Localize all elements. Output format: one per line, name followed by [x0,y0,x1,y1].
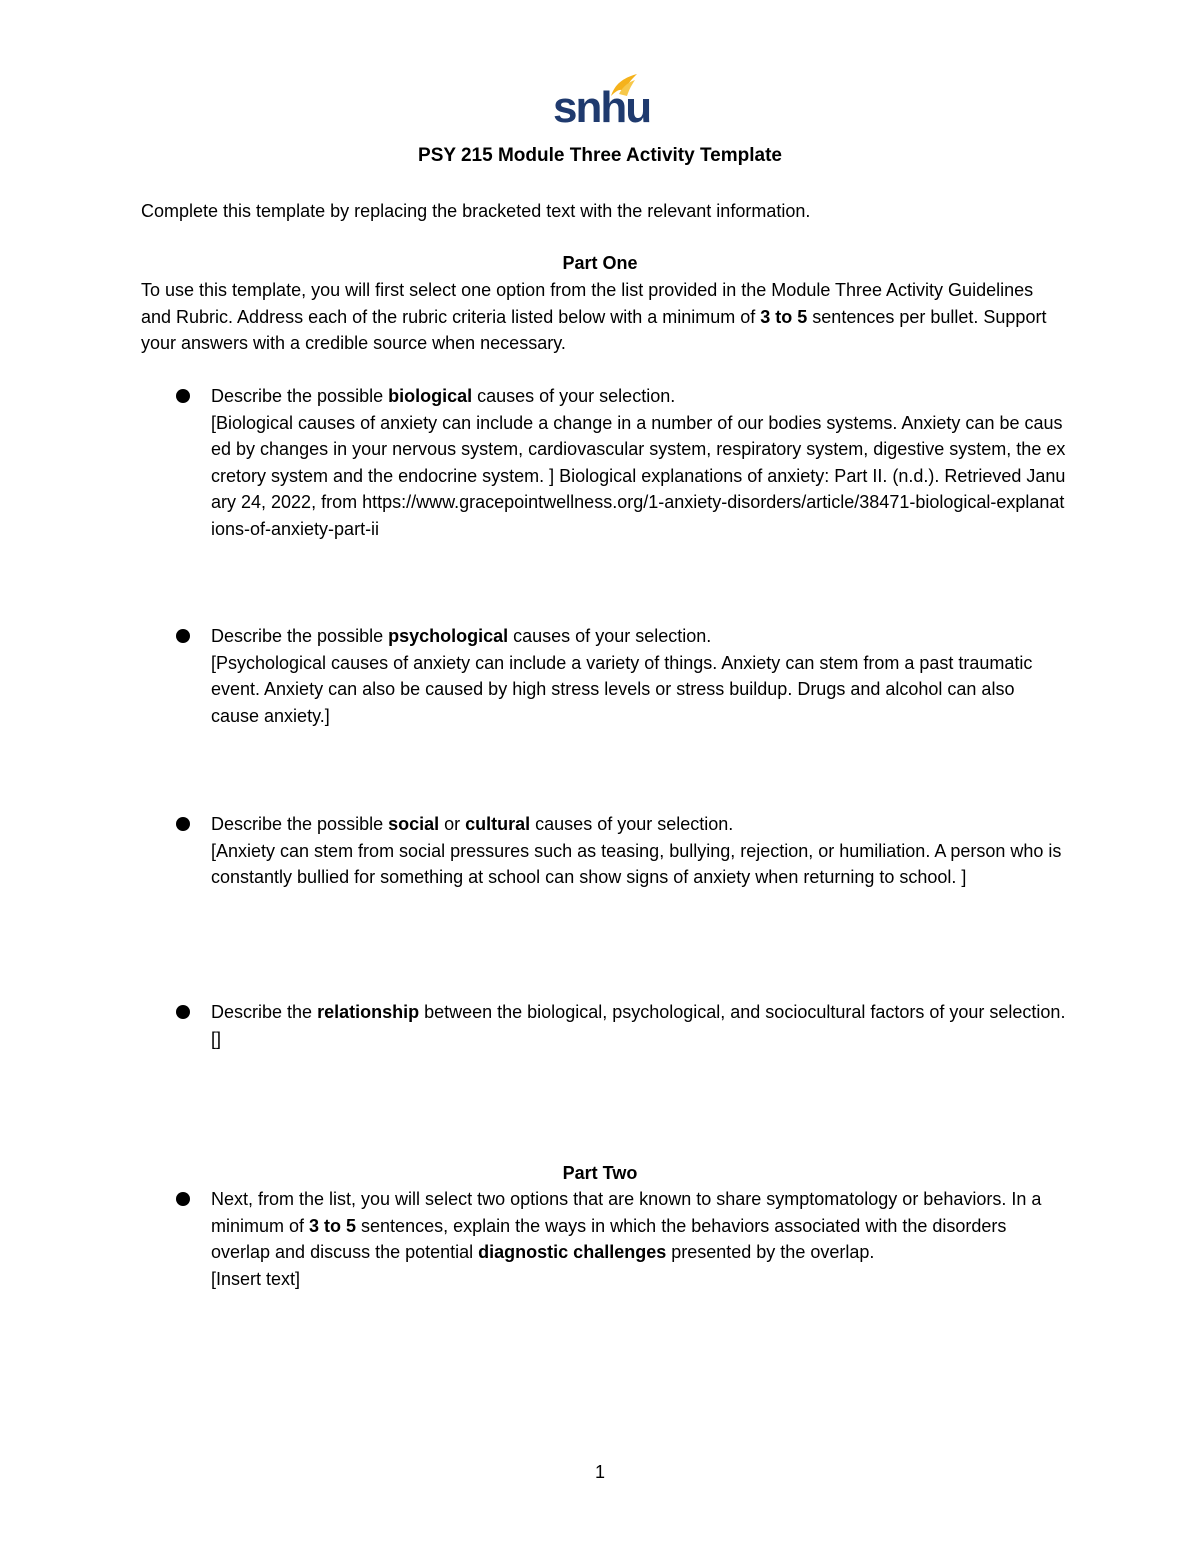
prompt-text: Describe the possible [211,814,389,834]
prompt-text-end: between the biological, psychological, and sociocultural factors of your selection. [419,1002,1066,1022]
prompt-text-end: causes of your selection. [472,386,676,406]
bullet-answer[interactable]: [Biological causes of anxiety can include a change in a number of our bodies systems. Anxiety can be caused by changes in your nervous system, cardiovascular system, respiratory system, digestive system, the excretory system and the endocrine system. ] Biological explanations of anxiety: Part II. (n.d.). Retrieved January 24, 2022, from https://www.gracepointwellness.org/1-anxiety-disorders/article/38471-biological-explanations-of-anxiety-part-ii [211,412,1066,539]
page-number: 1 [594,1462,605,1482]
bullet-prompt [211,623,1066,650]
bullet-dot-icon [176,817,190,831]
bullet-dot-icon [176,389,190,403]
bullet-body [211,1186,1066,1292]
bullet-prompt [211,1186,1066,1266]
bullet-dot-icon [176,1192,190,1206]
document-title: PSY 215 Module Three Activity Template [418,145,782,166]
prompt-bold: psychological [388,626,509,646]
prompt-bold: 3 to 5 [309,1215,357,1236]
bullet-body [211,383,1066,542]
prompt-bold: relationship [317,1002,420,1022]
part-one-instructions-bold: 3 to 5 [760,306,808,327]
prompt-text-end: causes of your selection. [508,626,712,646]
bullet-body [211,999,1066,1052]
bullet-dot-icon [176,1005,190,1019]
part-one-instructions [141,277,1061,357]
prompt-text: Describe the possible [211,386,389,406]
bullet-answer[interactable]: [Insert text] [211,1268,301,1289]
prompt-bold-2: diagnostic challenges [478,1242,667,1262]
prompt-text: Describe the [211,1002,318,1022]
bullet-dot-icon [176,629,190,643]
bullet-prompt [211,811,1066,838]
bullet-body [211,811,1066,891]
part-one-heading: Part One [562,253,638,273]
template-instructions: Complete this template by replacing the bracketed text with the relevant information. [141,201,811,221]
bullet-prompt [211,383,1066,410]
prompt-text: Describe the possible [211,626,389,646]
prompt-bold-2: cultural [465,814,531,834]
part-one-instructions-text: To use this template, you will first select one option from the list provided in the Module Three Activity Guidelines and Rubric. Address each of the rubric criteria listed below with a minimum of [141,280,1034,327]
prompt-text-mid: sentences, explain the ways in which the behaviors associated with the disorders overlap and discuss the potential [211,1215,1007,1262]
bullet-answer[interactable]: [Anxiety can stem from social pressures such as teasing, bullying, rejection, or humiliation. A person who is constantly bullied for something at school can show signs of anxiety when returning to school. ] [211,840,1062,887]
bullet-answer[interactable]: [Psychological causes of anxiety can include a variety of things. Anxiety can stem from a past traumatic event. Anxiety can also be caused by high stress levels or stress buildup. Drugs and alcohol can also cause anxiety.] [211,652,1033,726]
bullet-prompt [211,999,1066,1026]
part-one-instructions-text-end: sentences per bullet. Support your answers with a credible source when necessary. [141,306,1047,353]
prompt-bold: biological [388,386,473,406]
part-two-heading: Part Two [562,1163,638,1183]
prompt-text-mid: or [439,814,466,834]
prompt-bold: social [388,814,440,834]
bullet-answer[interactable]: [] [211,1028,222,1049]
logo-text: snhu [553,83,651,132]
bullet-body [211,623,1066,729]
prompt-text-end: causes of your selection. [530,814,734,834]
prompt-text-end: presented by the overlap. [666,1242,875,1262]
snhu-logo [553,72,651,134]
prompt-text: Next, from the list, you will select two options that are known to share symptomatology or behaviors. In a minimum of [211,1189,1042,1236]
